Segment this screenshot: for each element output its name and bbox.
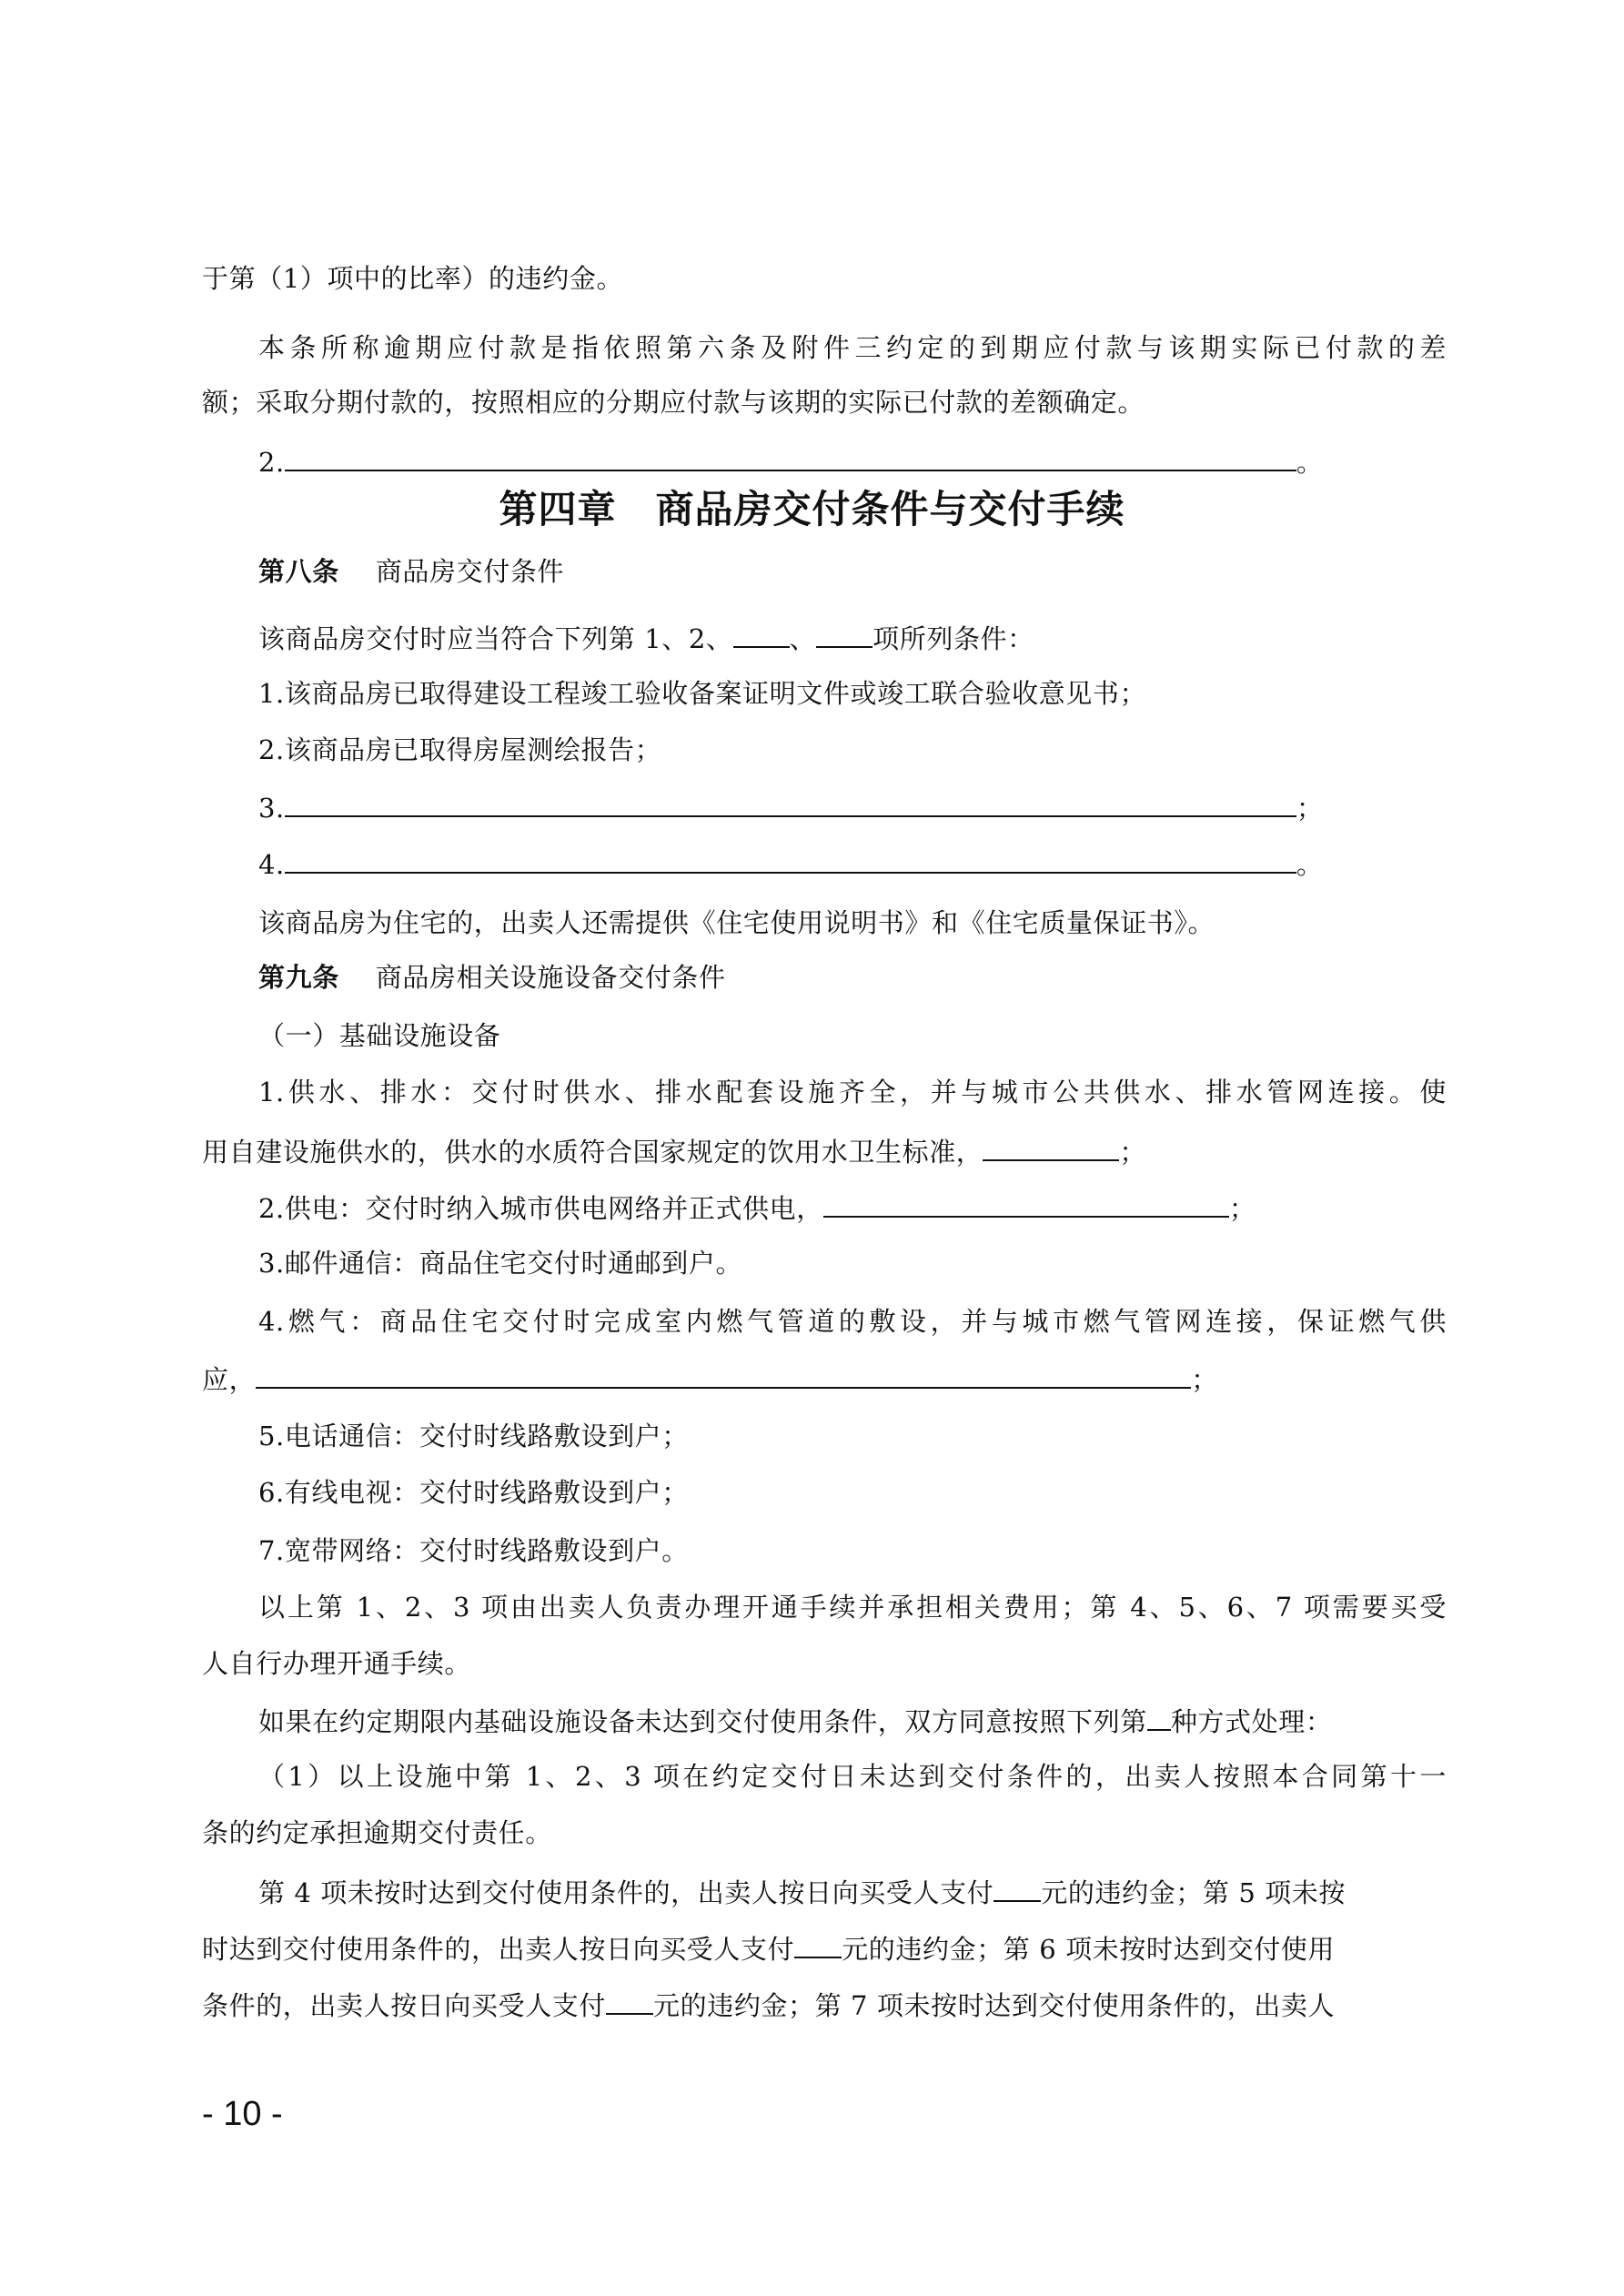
- paragraph-line: 于第（1）项中的比率）的违约金。: [202, 263, 624, 294]
- text-span: ；: [1119, 1137, 1147, 1168]
- fill-in-blank[interactable]: [994, 1873, 1041, 1902]
- text-span: 用自建设施供水的，供水的水质符合国家规定的饮用水卫生标准，: [202, 1137, 983, 1168]
- paragraph-line: 以上第 1、2、3 项由出卖人负责办理开通手续并承担相关费用；第 4、5、6、7 项需要买受: [258, 1592, 1447, 1623]
- paragraph-line: 额；采取分期付款的，按照相应的分期应付款与该期的实际已付款的差额确定。: [202, 387, 1145, 418]
- paragraph-line: 该商品房为住宅的，出卖人还需提供《住宅使用说明书》和《住宅质量保证书》。: [258, 907, 1215, 938]
- paragraph-line: 1.供水、排水：交付时供水、排水配套设施齐全，并与城市公共供水、排水管网连接。使: [258, 1077, 1447, 1108]
- paragraph-line: [258, 619, 1447, 657]
- text-span: 项所列条件：: [873, 623, 1034, 654]
- blank-item-2: [258, 442, 1447, 480]
- item-punct: 。: [1296, 447, 1324, 478]
- fill-in-blank[interactable]: [816, 619, 873, 648]
- text-span: 种方式处理：: [1170, 1706, 1333, 1737]
- fill-in-blank[interactable]: [285, 788, 1296, 817]
- paragraph-line: [202, 1986, 1447, 2024]
- paragraph-line: [258, 1702, 1447, 1740]
- article-9-heading: [258, 959, 1447, 996]
- page-number: - 10 -: [202, 2095, 283, 2133]
- text-span: 元的违约金；第 5 项未按: [1041, 1877, 1346, 1908]
- article-title: 商品房交付条件: [375, 556, 565, 587]
- fill-in-blank[interactable]: [733, 619, 790, 648]
- text-span: ；: [1228, 1193, 1256, 1224]
- list-item: 3.邮件通信：商品住宅交付时通邮到户。: [258, 1248, 743, 1279]
- paragraph-line: 人自行办理开通手续。: [202, 1648, 472, 1679]
- paragraph-line: [202, 1132, 1447, 1170]
- paragraph-line: 本条所称逾期应付款是指依照第六条及附件三约定的到期应付款与该期实际已付款的差: [258, 332, 1447, 363]
- paragraph-line: [258, 1873, 1447, 1911]
- article-8-heading: [258, 553, 1447, 590]
- list-item: 5.电话通信：交付时线路敷设到户；: [258, 1421, 689, 1451]
- fill-in-blank[interactable]: [606, 1986, 653, 2015]
- text-span: 第 4 项未按时达到交付使用条件的，出卖人按日向买受人支付: [258, 1877, 994, 1908]
- paragraph-line: （1）以上设施中第 1、2、3 项在约定交付日未达到交付条件的，出卖人按照本合同第十一: [258, 1761, 1447, 1792]
- blank-item-3: [258, 788, 1447, 826]
- item-number: 4.: [258, 849, 285, 880]
- fill-in-blank[interactable]: [285, 845, 1296, 874]
- fill-in-blank[interactable]: [256, 1360, 1191, 1389]
- article-label: 第八条: [258, 556, 339, 587]
- paragraph-line: [202, 1929, 1447, 1967]
- text-span: 该商品房交付时应当符合下列第 1、2、: [258, 623, 733, 654]
- section-heading: （一）基础设施设备: [258, 1020, 501, 1051]
- item-number: 2.: [258, 447, 285, 478]
- paragraph-line: [202, 1360, 1447, 1398]
- text-span: 如果在约定期限内基础设施设备未达到交付使用条件，双方同意按照下列第: [258, 1706, 1147, 1737]
- item-punct: 。: [1296, 849, 1324, 880]
- list-item: 6.有线电视：交付时线路敷设到户；: [258, 1477, 689, 1508]
- article-title: 商品房相关设施设备交付条件: [375, 962, 726, 993]
- text-span: ；: [1191, 1364, 1218, 1395]
- fill-in-blank[interactable]: [983, 1132, 1119, 1161]
- list-item: 7.宽带网络：交付时线路敷设到户。: [258, 1535, 689, 1566]
- list-item: 1.该商品房已取得建设工程竣工验收备案证明文件或竣工联合验收意见书；: [258, 678, 1147, 709]
- list-item: 2.该商品房已取得房屋测绘报告；: [258, 734, 662, 765]
- blank-item-4: [258, 845, 1447, 883]
- text-span: 、: [789, 623, 817, 654]
- article-label: 第九条: [258, 962, 339, 993]
- fill-in-blank[interactable]: [1147, 1702, 1171, 1731]
- text-span: 时达到交付使用条件的，出卖人按日向买受人支付: [202, 1934, 795, 1965]
- paragraph-line: [258, 1188, 1447, 1227]
- text-span: 元的违约金；第 6 项未按时达到交付使用: [842, 1934, 1336, 1965]
- text-span: 2.供电：交付时纳入城市供电网络并正式供电，: [258, 1193, 823, 1224]
- paragraph-line: 4.燃气：商品住宅交付时完成室内燃气管道的敷设，并与城市燃气管网连接，保证燃气供: [258, 1306, 1447, 1337]
- text-span: 元的违约金；第 7 项未按时达到交付使用条件的，出卖人: [653, 1990, 1336, 2021]
- fill-in-blank[interactable]: [285, 442, 1296, 471]
- chapter-heading: 第四章 商品房交付条件与交付手续: [499, 487, 1125, 531]
- fill-in-blank[interactable]: [823, 1188, 1229, 1218]
- item-number: 3.: [258, 793, 285, 824]
- fill-in-blank[interactable]: [794, 1929, 842, 1958]
- text-span: 条件的，出卖人按日向买受人支付: [202, 1990, 607, 2021]
- paragraph-line: 条的约定承担逾期交付责任。: [202, 1817, 552, 1848]
- text-span: 应，: [202, 1364, 257, 1395]
- item-punct: ；: [1296, 793, 1324, 824]
